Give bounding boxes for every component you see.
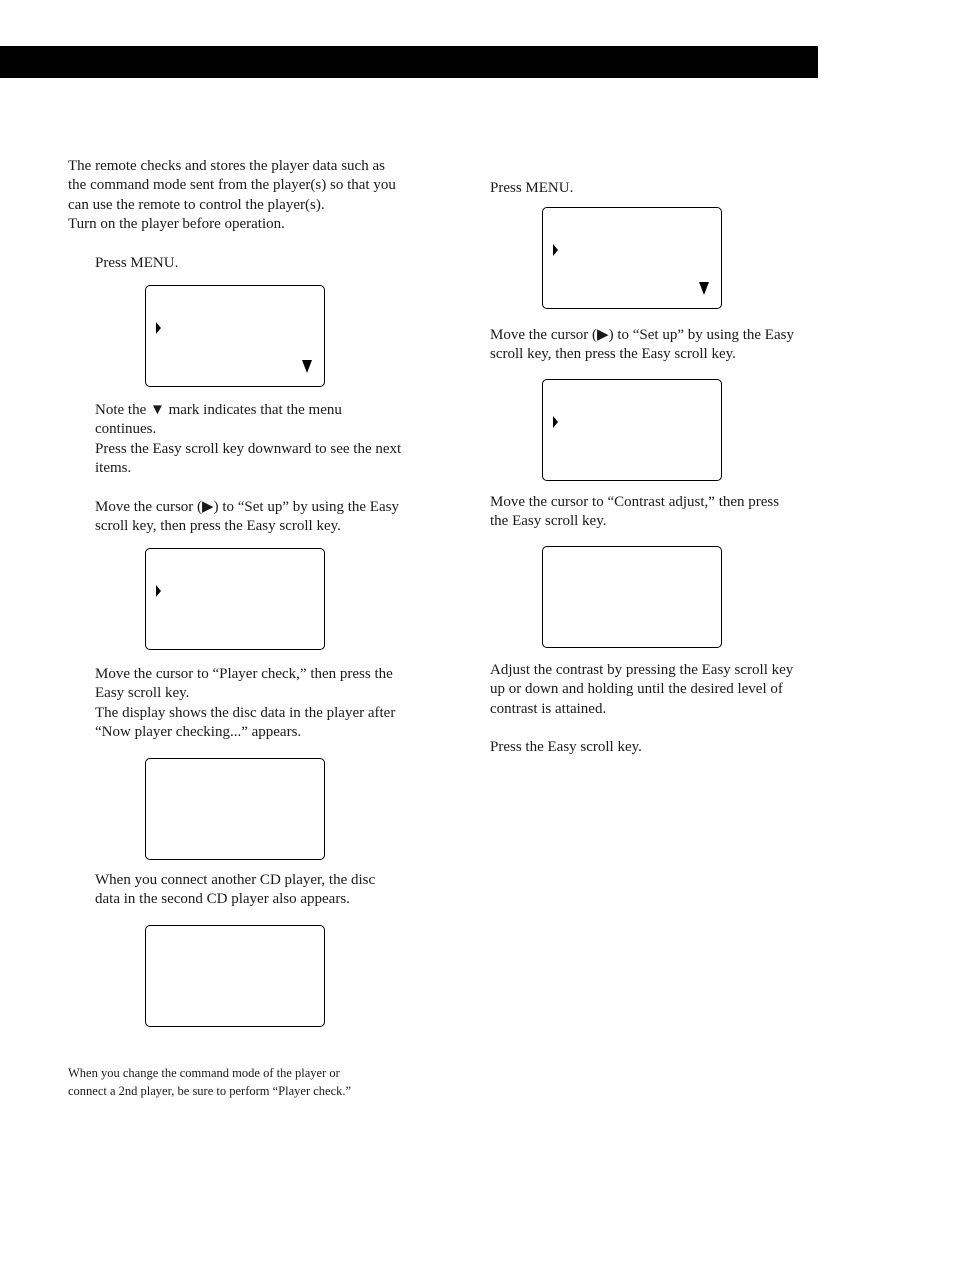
note-line: Press the Easy scroll key downward to see the next [95, 440, 402, 457]
right-step5-text: Press the Easy scroll key. [490, 739, 642, 755]
intro-line: The remote checks and stores the player data such as [68, 158, 385, 174]
lcd-display-second-player [145, 925, 325, 1027]
cursor-icon [156, 322, 161, 334]
right-step2-text [490, 326, 794, 365]
note-line: continues. [95, 421, 157, 438]
footnote-line: connect a 2nd player, be sure to perform “Player check.” [68, 1084, 352, 1098]
step-line: “Now player checking...” appears. [95, 724, 302, 741]
cursor-icon [553, 416, 558, 428]
right-step3-text [490, 493, 779, 532]
note-more-text [95, 401, 401, 479]
intro-text [68, 157, 396, 235]
step-line: scroll key, then press the Easy scroll key. [95, 518, 341, 535]
left-step2-text [95, 498, 399, 537]
lcd-display-setup-right [542, 379, 722, 481]
step-line: up or down and holding until the desired level of [490, 681, 783, 698]
lcd-display-menu [145, 285, 325, 387]
step-line: scroll key, then press the Easy scroll key. [490, 346, 736, 363]
footnote-line: When you change the command mode of the player or [68, 1066, 340, 1080]
right-step1-text: Press MENU. [490, 180, 574, 196]
right-step4-text [490, 661, 793, 719]
note-line: Note the ▼ mark indicates that the menu [95, 402, 342, 418]
step-line: Move the cursor (▶) to “Set up” by using the Easy [95, 499, 399, 515]
left-step3-text [95, 665, 395, 743]
step-line: Easy scroll key. [95, 685, 190, 702]
lcd-display-setup [145, 548, 325, 650]
more-down-icon [699, 282, 709, 295]
step-line: Move the cursor to “Player check,” then press the [95, 666, 393, 682]
header-bar [0, 46, 818, 78]
step-line: data in the second CD player also appears. [95, 891, 350, 908]
more-down-icon [302, 360, 312, 373]
note-line: items. [95, 460, 132, 477]
step-line: The display shows the disc data in the player after [95, 704, 396, 721]
left-step4-text [95, 871, 375, 910]
step-line: the Easy scroll key. [490, 513, 607, 530]
step-line: Move the cursor (▶) to “Set up” by using the Easy [490, 327, 794, 343]
intro-line: Turn on the player before operation. [68, 216, 285, 233]
lcd-display-player-data [145, 758, 325, 860]
footnote [68, 1064, 351, 1100]
lcd-display-menu-right [542, 207, 722, 309]
cursor-icon [553, 244, 558, 256]
lcd-display-contrast [542, 546, 722, 648]
step-line: contrast is attained. [490, 700, 607, 717]
step-line: Move the cursor to “Contrast adjust,” then press [490, 494, 780, 510]
intro-line: can use the remote to control the player(s). [68, 196, 325, 213]
intro-line: the command mode sent from the player(s) so that you [68, 177, 396, 194]
cursor-icon [156, 585, 161, 597]
step-line: When you connect another CD player, the disc [95, 872, 376, 888]
left-step1-text: Press MENU. [95, 255, 179, 271]
step-line: Adjust the contrast by pressing the Easy scroll key [490, 662, 794, 678]
